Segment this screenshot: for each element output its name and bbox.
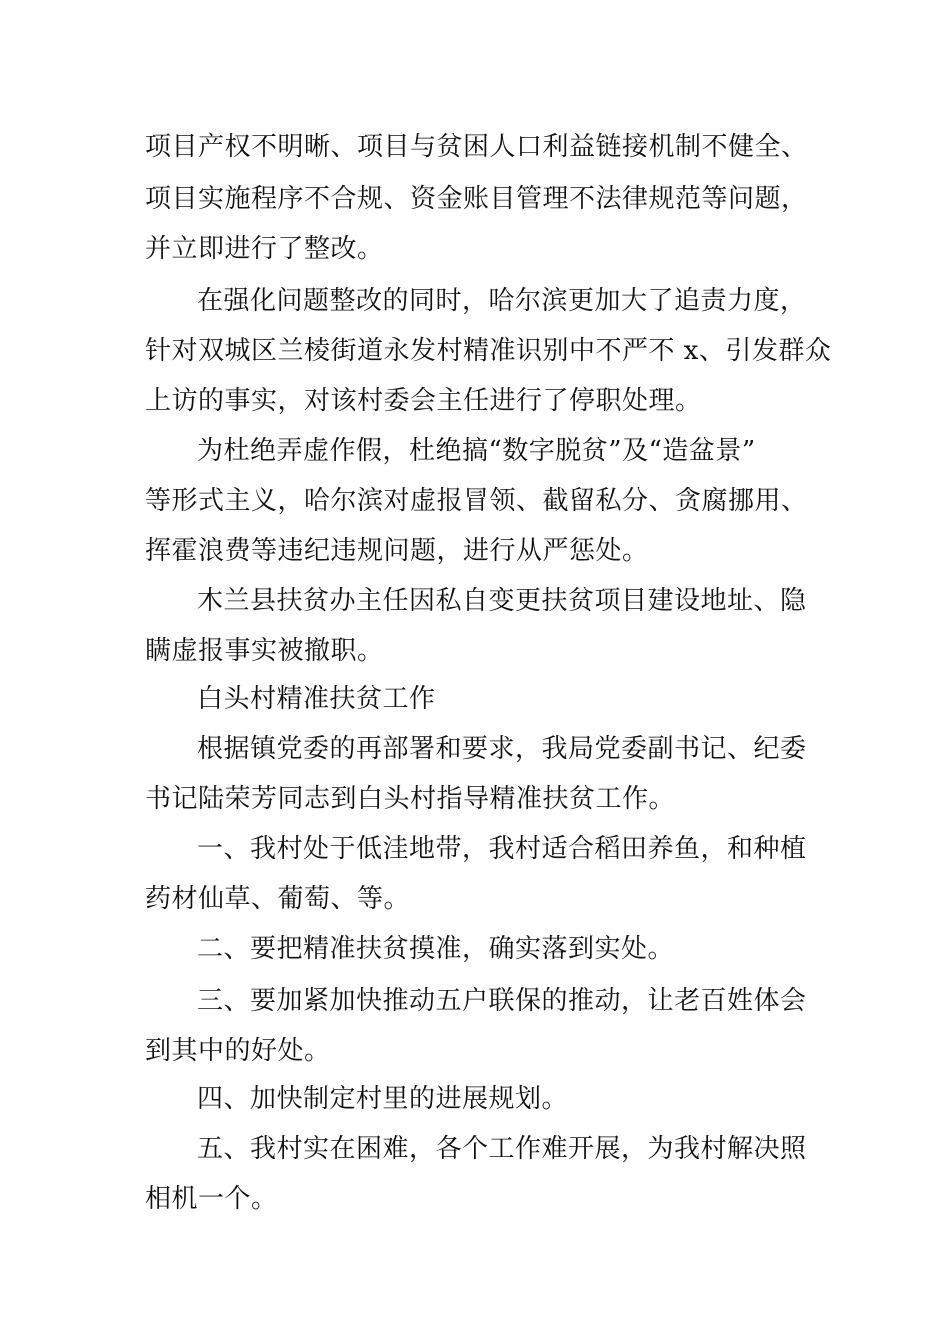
text-line: 项目实施程序不合规、资金账目管理不法律规范等问题， <box>145 184 808 214</box>
text-line: 木兰县扶贫办主任因私自变更扶贫项目建设地址、隐 <box>197 586 807 616</box>
text-line: 等形式主义，哈尔滨对虚报冒领、截留私分、贪腐挪用、 <box>145 486 808 516</box>
text-line: 五、我村实在困难，各个工作难开展，为我村解决照 <box>197 1134 807 1164</box>
section-heading: 白头村精准扶贫工作 <box>197 684 436 714</box>
text-line: 根据镇党委的再部署和要求，我局党委副书记、纪委 <box>197 734 807 764</box>
text-line: 到其中的好处。 <box>145 1036 331 1066</box>
text-line: 相机一个。 <box>145 1184 278 1214</box>
text-line: 书记陆荣芳同志到白头村指导精准扶贫工作。 <box>145 784 676 814</box>
text-line: 二、要把精准扶贫摸准，确实落到实处。 <box>197 934 675 964</box>
text-line: 项目产权不明晰、项目与贫困人口利益链接机制不健全、 <box>145 132 808 162</box>
text-line: 针对双城区兰棱街道永发村精准识别中不严不 x、引发群众 <box>145 336 832 366</box>
text-line: 四、加快制定村里的进展规划。 <box>197 1084 569 1114</box>
text-line: 三、要加紧加快推动五户联保的推动，让老百姓体会 <box>197 986 807 1016</box>
text-line: 在强化问题整改的同时，哈尔滨更加大了追责力度， <box>197 286 807 316</box>
text-line: 挥霍浪费等违纪违规问题，进行从严惩处。 <box>145 536 649 566</box>
text-line: 并立即进行了整改。 <box>145 234 384 264</box>
text-line: 药材仙草、葡萄、等。 <box>145 884 411 914</box>
text-line: 上访的事实，对该村委会主任进行了停职处理。 <box>145 386 702 416</box>
text-line: 为杜绝弄虚作假，杜绝搞“数字脱贫”及“造盆景” <box>197 436 756 466</box>
text-line: 一、我村处于低洼地带，我村适合稻田养鱼，和种植 <box>197 834 807 864</box>
text-line: 瞒虚报事实被撤职。 <box>145 636 384 666</box>
